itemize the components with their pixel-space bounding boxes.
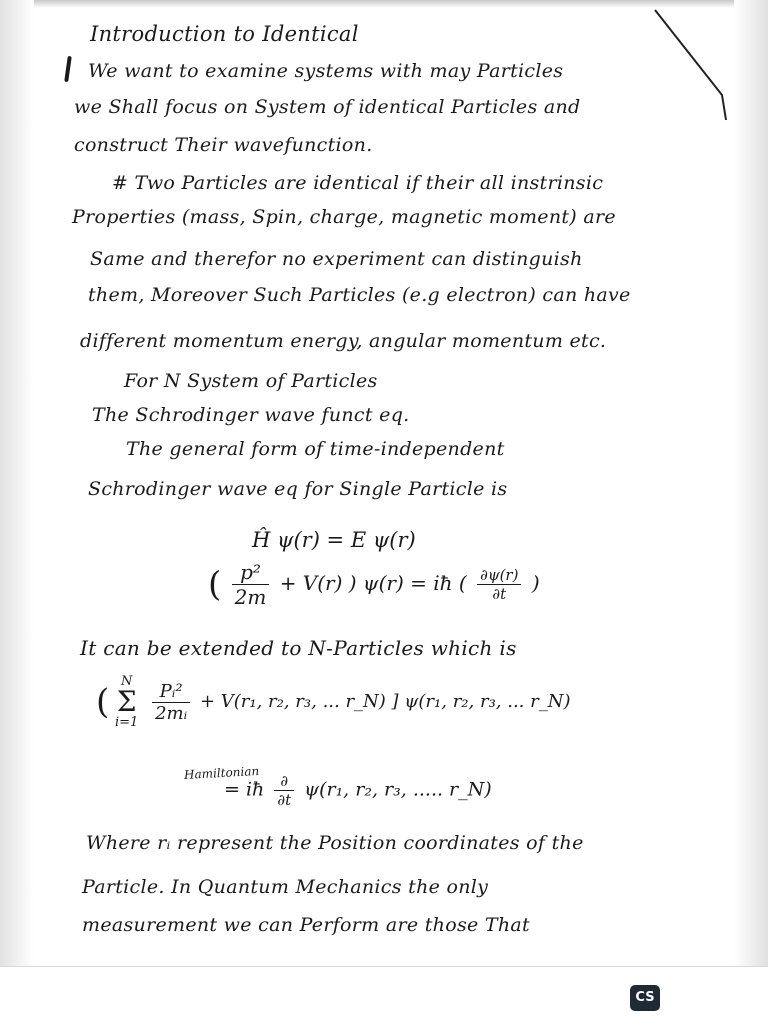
- note-line: Properties (mass, Spin, charge, magnetic moment) are: [72, 206, 616, 228]
- fraction-denominator: ∂t: [277, 791, 292, 809]
- note-line: The general form of time-independent: [126, 438, 505, 460]
- page-title: Introduction to Identical: [90, 22, 359, 46]
- note-line: measurement we can Perform are those That: [82, 914, 530, 936]
- equation-eigenvalue: Ĥ ψ(r) = E ψ(r): [252, 528, 416, 552]
- kinetic-fraction: [232, 560, 270, 609]
- note-line: construct Their wavefunction.: [74, 134, 373, 156]
- equation-single-particle: [208, 560, 540, 609]
- equation-rest: ψ(r₁, r₂, r₃, ..... r_N): [304, 778, 492, 801]
- note-line: It can be extended to N-Particles which is: [80, 636, 517, 660]
- note-line: # Two Particles are identical if their all instrinsic: [112, 172, 604, 194]
- close-paren: ): [531, 571, 540, 595]
- equation-rest: + V(r) ) ψ(r) = iħ (: [279, 571, 467, 595]
- note-line: we Shall focus on System of identical Particles and: [74, 96, 581, 118]
- note-line: Where rᵢ represent the Position coordinates of the: [86, 832, 584, 854]
- note-line: Same and therefor no experiment can distinguish: [90, 248, 583, 270]
- equation-time-dependent: [224, 772, 492, 809]
- equation-prefix: = iħ: [224, 778, 265, 801]
- equation-n-particle: [96, 674, 571, 730]
- fraction-denominator: 2mᵢ: [155, 702, 188, 724]
- fraction-denominator: 2m: [234, 585, 267, 609]
- derivative-fraction: [477, 566, 521, 603]
- sigma-symbol: Σ: [116, 685, 137, 718]
- hamiltonian-label: Hamiltonian: [183, 764, 260, 782]
- scan-edge-top: [0, 0, 768, 8]
- margin-mark: [64, 56, 72, 82]
- open-paren: (: [96, 682, 110, 722]
- scan-edge-right: [734, 0, 768, 970]
- kinetic-fraction: [152, 681, 190, 724]
- note-line: different momentum energy, angular momentum etc.: [80, 330, 607, 352]
- scan-edge-left: [0, 0, 34, 970]
- note-line: them, Moreover Such Particles (e.g electron) can have: [88, 284, 631, 306]
- fraction-numerator: p²: [232, 560, 270, 585]
- derivative-fraction: [274, 772, 294, 809]
- camscanner-badge: CS: [630, 985, 660, 1011]
- note-line: We want to examine systems with may Particles: [88, 60, 564, 82]
- fraction-numerator: Pᵢ²: [152, 681, 190, 703]
- note-line: Schrodinger wave eq for Single Particle is: [88, 478, 508, 500]
- open-paren: (: [208, 564, 222, 605]
- fraction-numerator: ∂ψ(r): [477, 566, 521, 585]
- summation: [115, 674, 138, 730]
- note-line: The Schrodinger wave funct eq.: [92, 404, 410, 426]
- sum-upper-limit: N: [120, 674, 133, 689]
- equation-rest: + V(r₁, r₂, r₃, ... r_N) ] ψ(r₁, r₂, r₃, ... r_N): [199, 691, 571, 712]
- fraction-numerator: ∂: [274, 772, 294, 791]
- sum-lower-limit: i=1: [115, 715, 139, 730]
- fraction-denominator: ∂t: [492, 585, 507, 603]
- note-line: For N System of Particles: [124, 370, 378, 392]
- note-line: Particle. In Quantum Mechanics the only: [82, 876, 489, 898]
